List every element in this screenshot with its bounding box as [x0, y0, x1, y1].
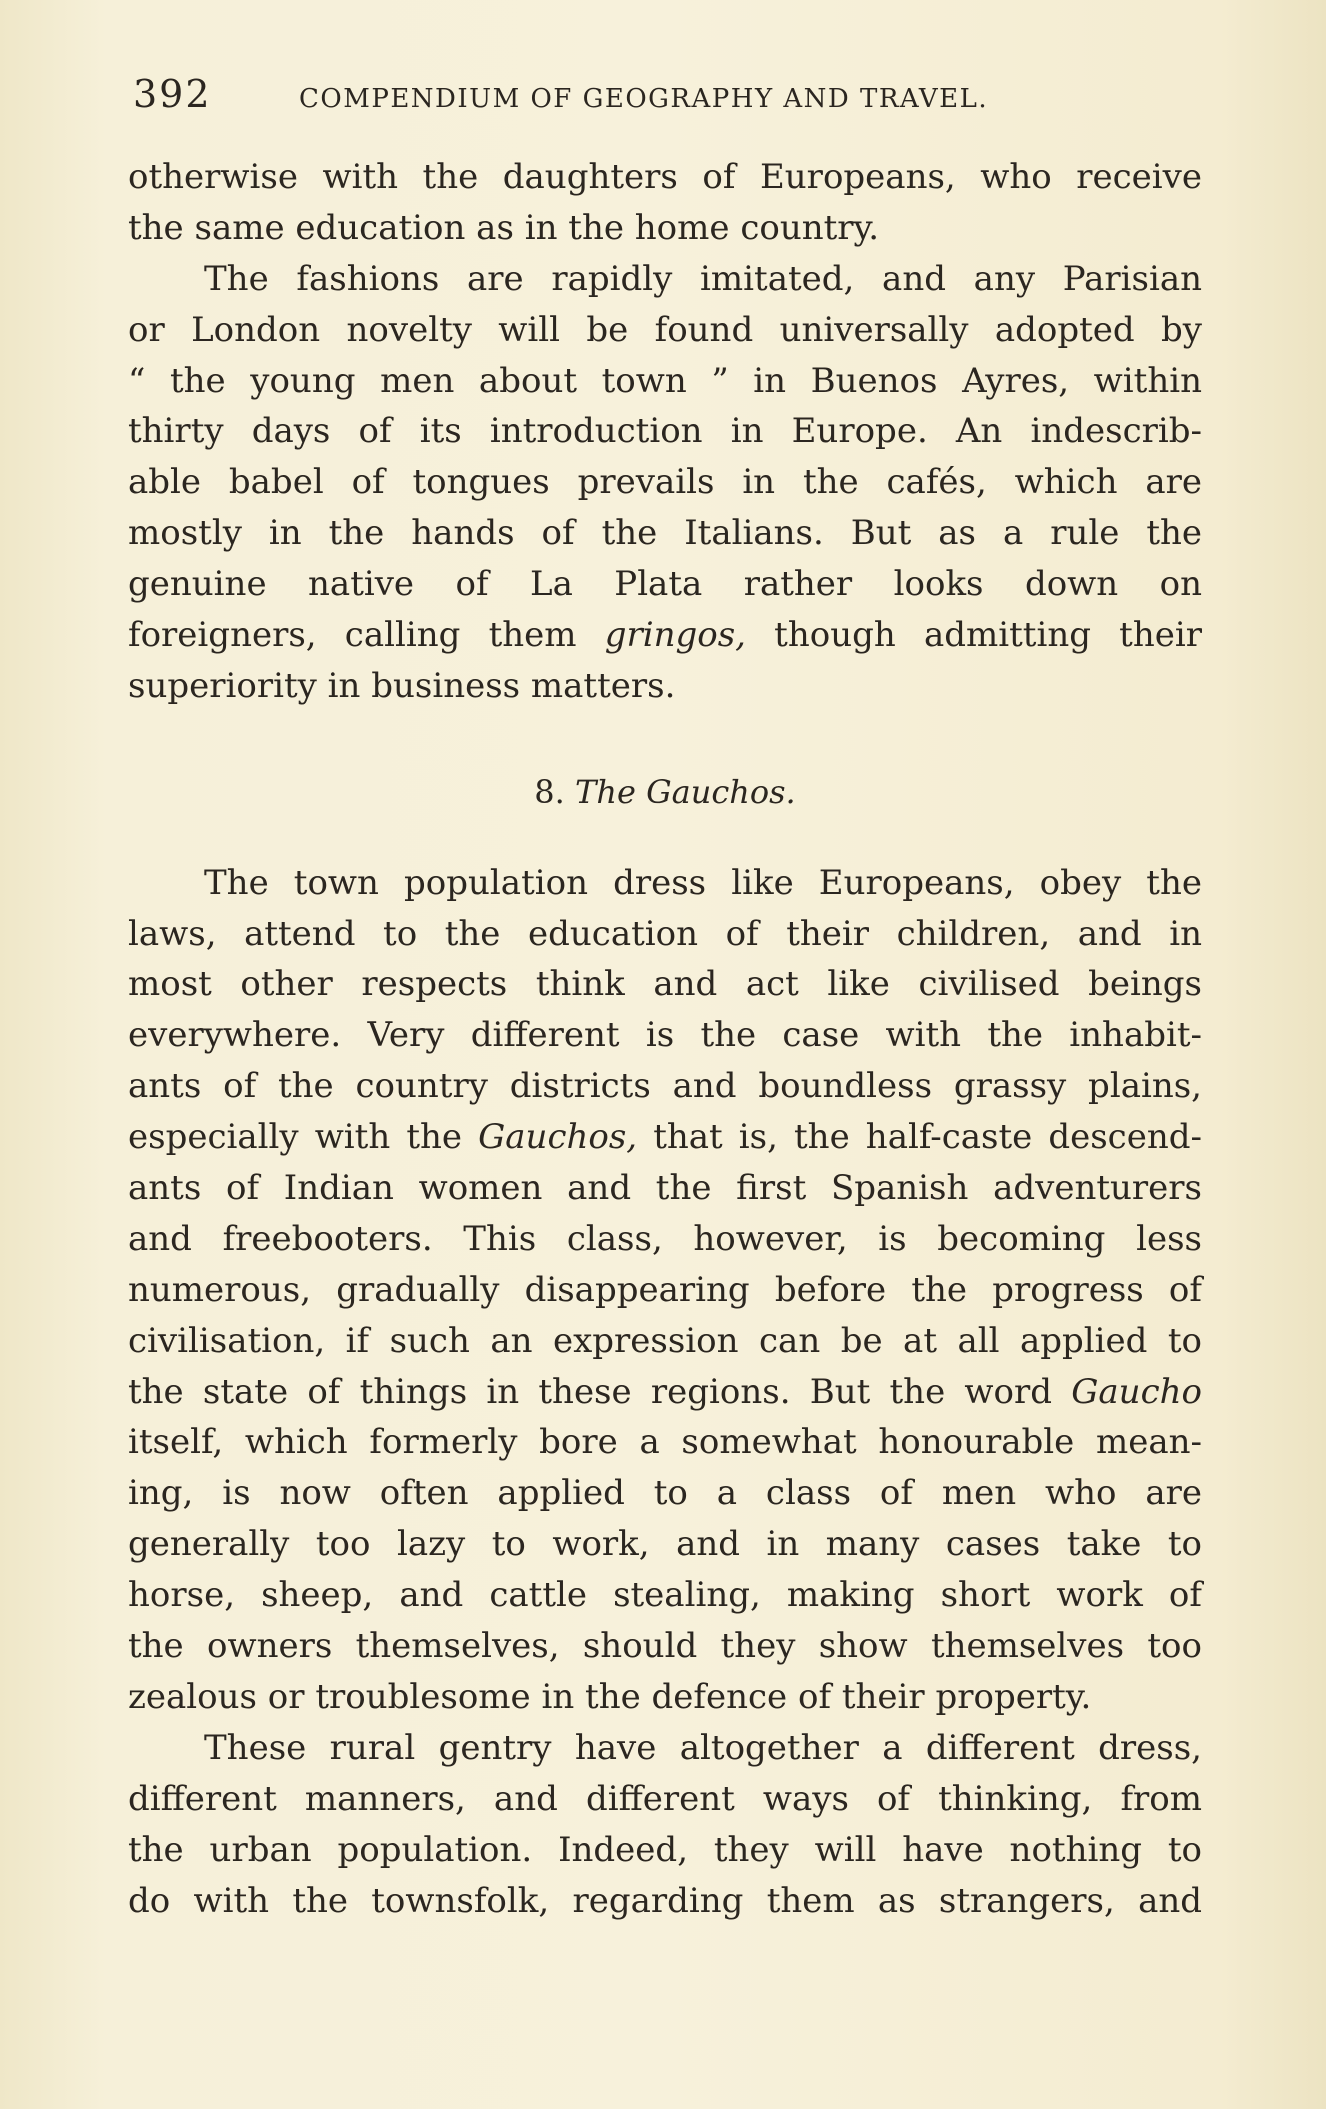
running-title: COMPENDIUM OF GEOGRAPHY AND TRAVEL.	[299, 84, 989, 114]
section-title: The Gauchos.	[575, 772, 796, 811]
italic-term: Gauchos,	[478, 1117, 638, 1158]
text-line: the urban population. Indeed, they will have nothing to	[128, 1829, 1202, 1870]
text-run: the state of things in these regions. But the word	[128, 1371, 1072, 1412]
page-header	[133, 72, 1203, 122]
text-line	[128, 1367, 1202, 1418]
text-line: or London novelty will be found universally adopted by	[128, 309, 1202, 350]
text-line: ing, is now often applied to a class of men who are	[128, 1473, 1202, 1514]
section-number: 8.	[534, 772, 565, 811]
italic-term: gringos,	[604, 615, 746, 656]
text-line: numerous, gradually disappearing before the progress of	[128, 1269, 1202, 1310]
text-line: and freebooters. This class, however, is becoming less	[128, 1218, 1202, 1259]
text-line: generally too lazy to work, and in many cases take to	[128, 1524, 1202, 1565]
text-line: the owners themselves, should they show themselves too	[128, 1626, 1202, 1667]
text-line: The town population dress like Europeans, obey the	[204, 862, 1202, 903]
text-line: everywhere. Very different is the case with the inhabit-	[128, 1015, 1202, 1056]
text-line: otherwise with the daughters of Europeans, who receive	[128, 157, 1202, 197]
text-line: most other respects think and act like civilised beings	[128, 964, 1202, 1005]
text-line: superiority in business matters.	[128, 665, 676, 706]
text-line: laws, attend to the education of their children, and in	[128, 913, 1202, 954]
text-line	[128, 610, 1202, 661]
text-line: civilisation, if such an expression can be at all applied to	[128, 1320, 1202, 1361]
text-line: genuine native of La Plata rather looks down on	[128, 564, 1202, 605]
text-line: These rural gentry have altogether a different dress,	[204, 1727, 1202, 1768]
text-line: horse, sheep, and cattle stealing, making short work of	[128, 1575, 1202, 1616]
text-line: ants of the country districts and boundless grassy plains,	[128, 1066, 1202, 1107]
text-line: The fashions are rapidly imitated, and any Parisian	[204, 258, 1202, 299]
text-line: ants of Indian women and the first Spanish adventurers	[128, 1168, 1202, 1209]
text-line: mostly in the hands of the Italians. But as a rule the	[128, 513, 1202, 554]
text-run: foreigners, calling them	[128, 615, 605, 656]
text-line: zealous or troublesome in the defence of their property.	[128, 1676, 1092, 1717]
text-line: able babel of tongues prevails in the cafés, which are	[128, 462, 1202, 503]
page-number: 392	[133, 72, 212, 116]
section-heading	[128, 767, 1202, 818]
text-line: thirty days of its introduction in Europe. An indescrib-	[128, 411, 1202, 452]
text-line: itself, which formerly bore a somewhat honourable mean-	[128, 1422, 1202, 1463]
page-body	[128, 152, 1202, 1926]
text-line: “ the young men about town ” in Buenos Ayres, within	[128, 360, 1202, 401]
text-line: the same education as in the home country.	[128, 207, 880, 248]
text-line: do with the townsfolk, regarding them as strangers, and	[128, 1880, 1202, 1921]
text-run: especially with the	[128, 1117, 479, 1158]
text-line: different manners, and different ways of thinking, from	[128, 1778, 1202, 1819]
text-run: though admitting their	[745, 615, 1202, 656]
text-line	[128, 1112, 1202, 1163]
text-run: that is, the half-caste descend-	[637, 1117, 1202, 1158]
italic-term: Gaucho	[1071, 1371, 1202, 1412]
